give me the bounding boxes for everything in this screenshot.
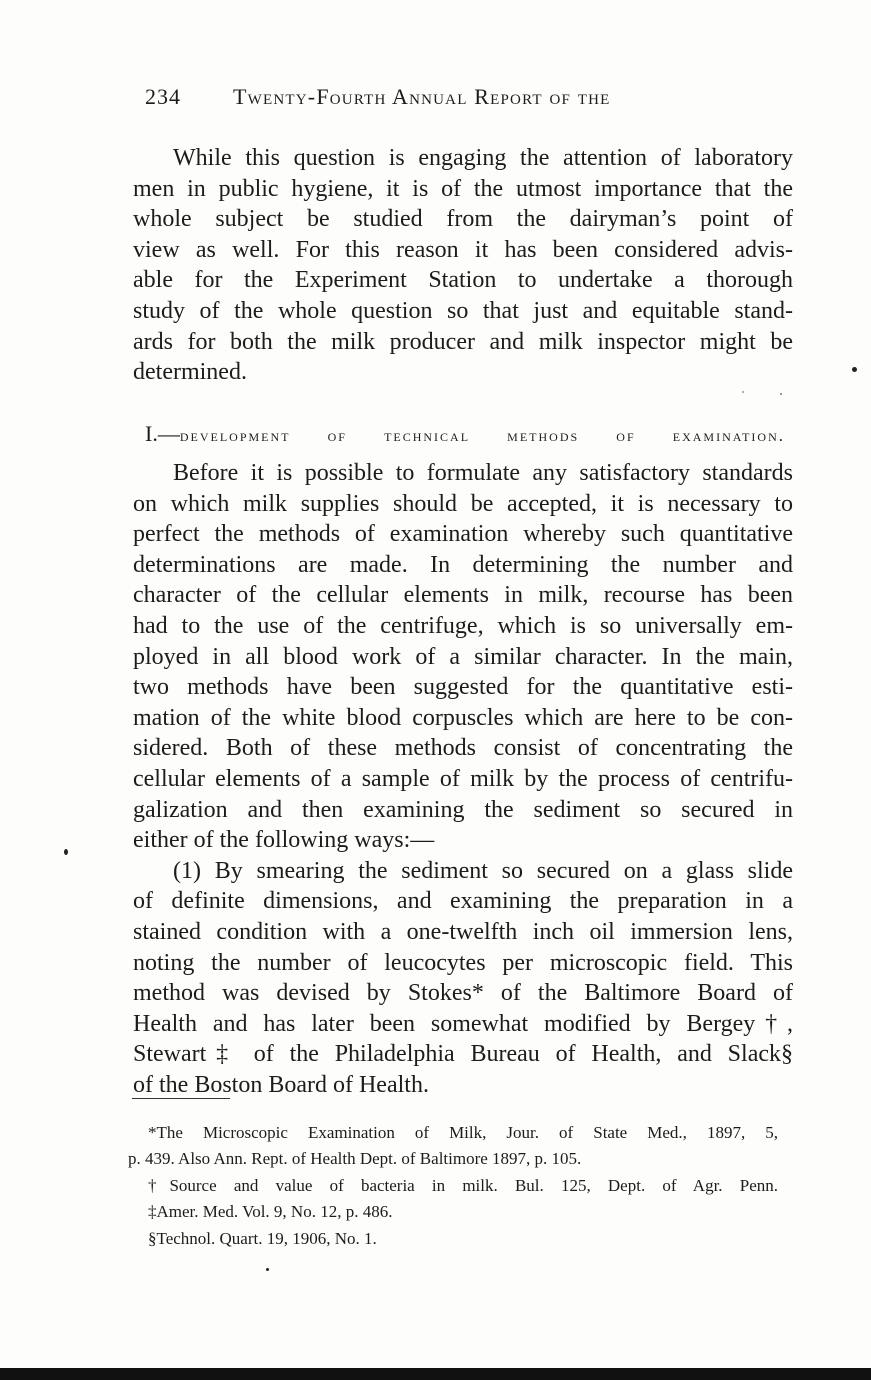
paragraph-line: had to the use of the centrifuge, which is so universally em- [133, 612, 793, 639]
paragraph-line: Health and has later been somewhat modified by Bergey†, [133, 1010, 793, 1037]
paragraph-line: While this question is engaging the attention of laboratory [173, 145, 793, 171]
running-head: Twenty-Fourth Annual Report of the [233, 84, 611, 109]
paragraph-line: able for the Experiment Station to undertake a thorough [133, 267, 793, 294]
paragraph-1 [133, 143, 793, 388]
paragraph-line: Stewart‡ of the Philadelphia Bureau of Health, and Slack§ [133, 1041, 793, 1068]
footnote-line: †Source and value of bacteria in milk. Bul. 125, Dept. of Agr. Penn. [148, 1175, 778, 1195]
ink-speck [742, 391, 744, 393]
paragraph-line: view as well. For this reason it has been considered advis- [133, 236, 793, 263]
section-title: development of technical methods of examination. [179, 426, 785, 445]
paragraph-line: method was devised by Stokes* of the Baltimore Board of [133, 980, 793, 1007]
ink-speck [266, 1268, 269, 1271]
paragraph-line: character of the cellular elements in milk, recourse has been [133, 582, 793, 609]
paragraph-line: determinations are made. In determining the number and [133, 551, 793, 578]
paragraph-line: (1) By smearing the sediment so secured on a glass slide [173, 857, 793, 884]
paragraph-line: men in public hygiene, it is of the utmost importance that the [133, 175, 793, 202]
ink-speck [852, 367, 857, 372]
paragraph-line: noting the number of leucocytes per microscopic field. This [133, 949, 793, 976]
paragraph-line: galization and then examining the sediment so secured in [133, 796, 793, 823]
paragraph-line: either of the following ways:— [133, 827, 435, 854]
paragraph-line: on which milk supplies should be accepted, it is necessary to [133, 490, 793, 517]
footnote-line: p. 439. Also Ann. Rept. of Health Dept. of Baltimore 1897, p. 105. [128, 1149, 582, 1169]
section-heading [145, 421, 785, 447]
paragraph-line: of definite dimensions, and examining the preparation in a [133, 888, 793, 915]
footnote-line: §Technol. Quart. 19, 1906, No. 1. [148, 1228, 377, 1248]
footnote-line: ‡Amer. Med. Vol. 9, No. 12, p. 486. [148, 1202, 393, 1222]
paragraph-line: stained condition with a one-twelfth inch oil immersion lens, [133, 918, 793, 945]
page-header [145, 84, 795, 118]
paragraph-line: two methods have been suggested for the quantitative esti- [133, 674, 793, 701]
paragraph-line: study of the whole question so that just and equitable stand- [133, 297, 793, 324]
footnote-line: *The Microscopic Examination of Milk, Jour. of State Med., 1897, 5, [148, 1123, 778, 1142]
ink-speck [64, 849, 68, 855]
paragraph-line: perfect the methods of examination whereby such quantitative [133, 521, 793, 548]
paragraph-line: mation of the white blood corpuscles which are here to be con- [133, 704, 793, 731]
paragraph-line: sidered. Both of these methods consist of concentrating the [133, 735, 793, 762]
ink-speck [780, 393, 782, 395]
footnote-divider [132, 1098, 230, 1099]
paragraph-line: whole subject be studied from the dairyman’s point of [133, 206, 793, 233]
scan-edge [0, 1368, 871, 1380]
paragraph-line: ployed in all blood work of a similar character. In the main, [133, 643, 793, 670]
paragraph-line: Before it is possible to formulate any satisfactory standards [173, 460, 793, 486]
page-number: 234 [145, 84, 181, 109]
paragraph-line: cellular elements of a sample of milk by the process of centrifu- [133, 765, 793, 792]
section-number: I.— [145, 421, 180, 446]
paragraph-line: determined. [133, 359, 247, 386]
footnotes [128, 1120, 778, 1252]
paragraph-line: ards for both the milk producer and milk inspector might be [133, 328, 793, 355]
paragraph-line: of the Boston Board of Health. [133, 1071, 429, 1098]
paragraph-2 [133, 458, 793, 1100]
